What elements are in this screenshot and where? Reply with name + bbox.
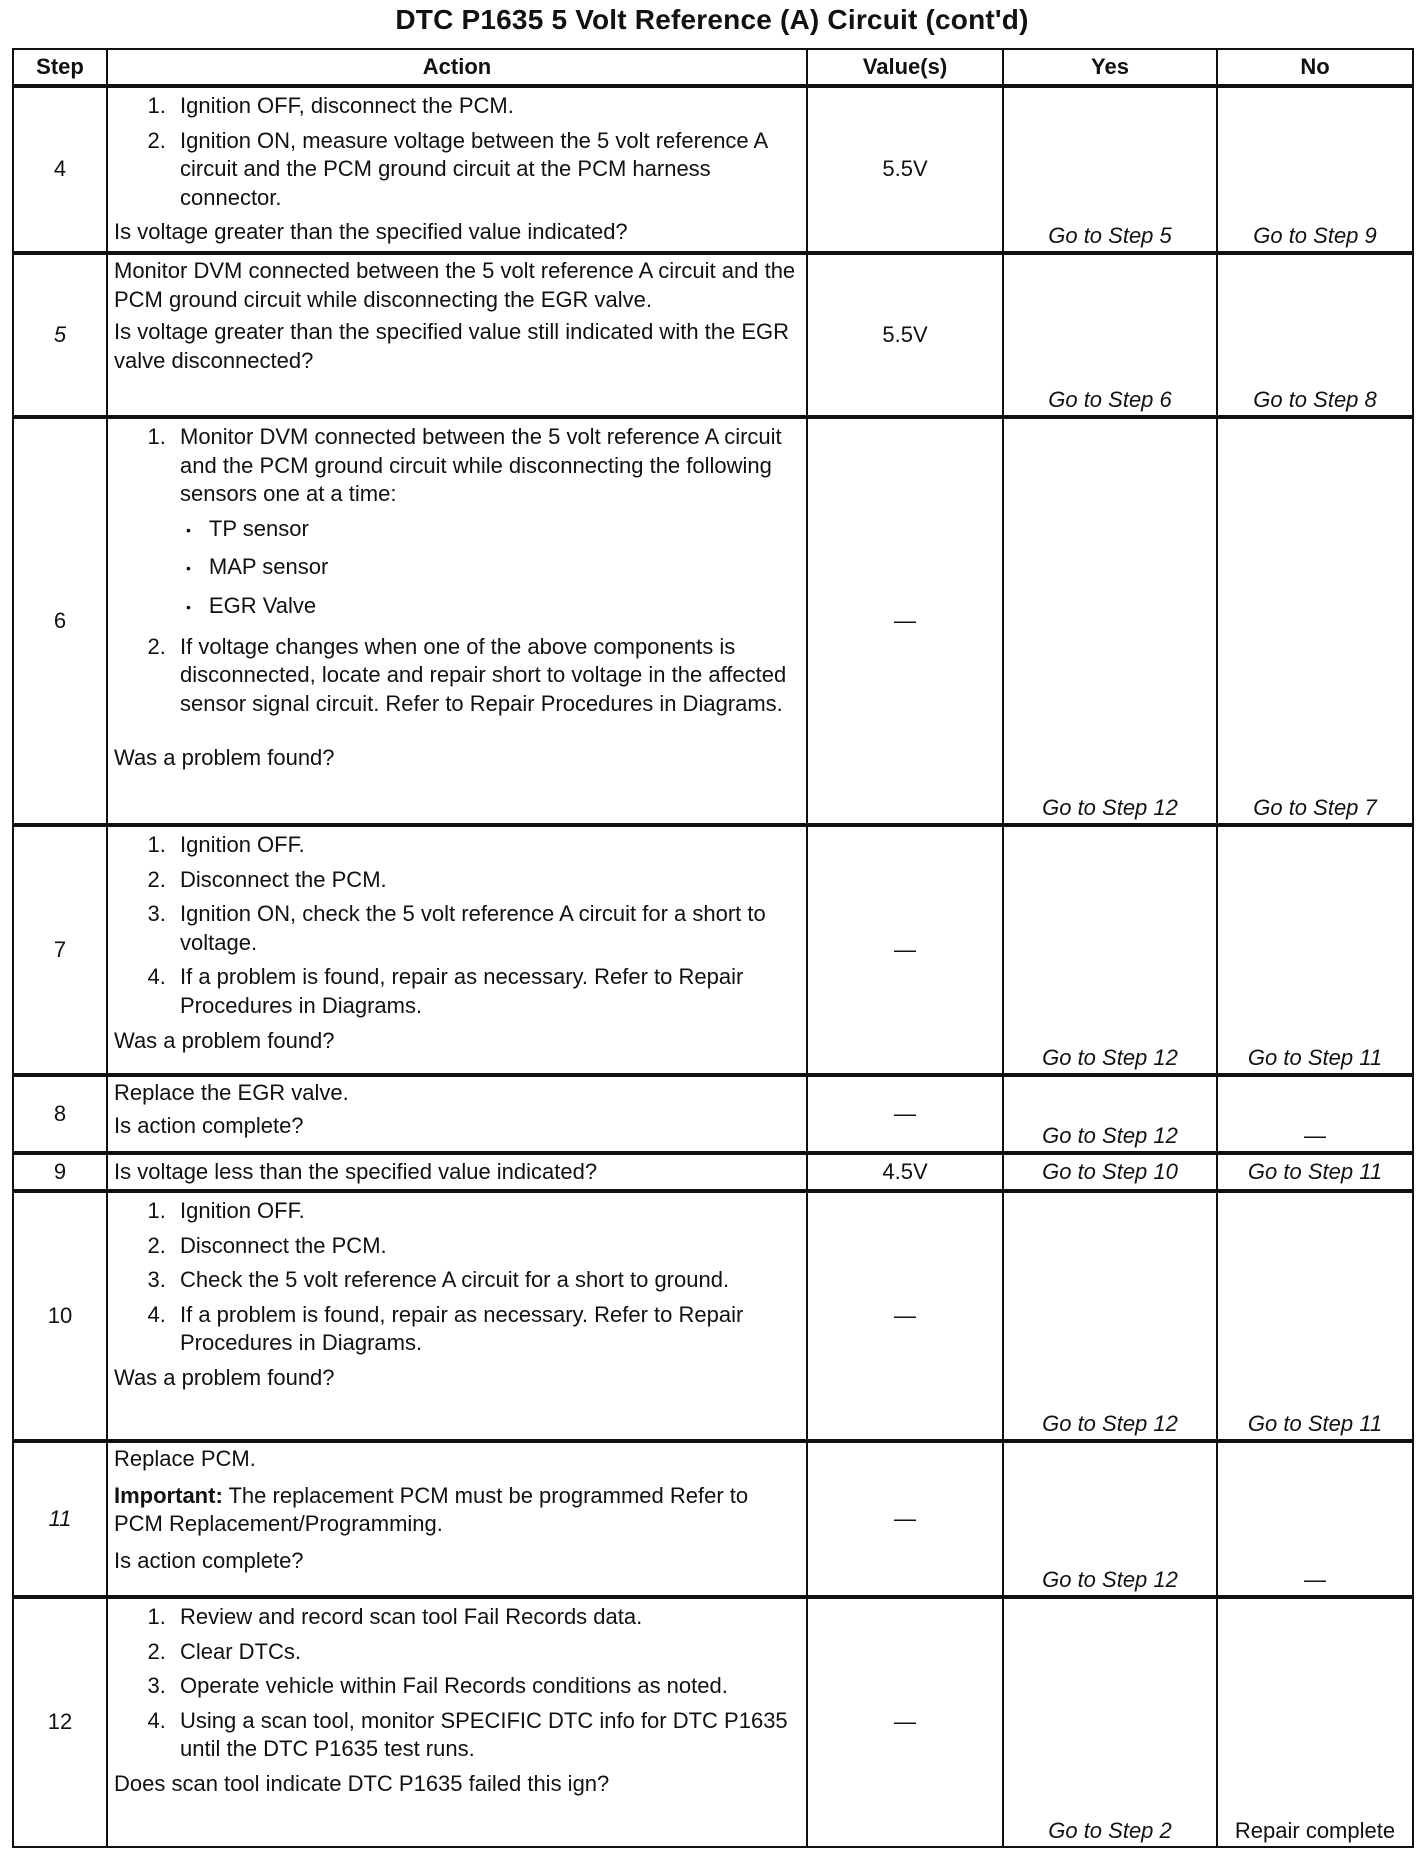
question: Is voltage greater than the specified value indicated? [114, 219, 628, 245]
action-cell [107, 1191, 807, 1441]
action-text: Monitor DVM connected between the 5 volt reference A circuit and the PCM ground circuit while disconnecting the EGR valve. [114, 258, 796, 312]
page-title: DTC P1635 5 Volt Reference (A) Circuit (cont'd) [395, 4, 1029, 35]
value-cell: — [807, 1441, 1003, 1597]
action-step: 3. Operate vehicle within Fail Records conditions as noted. [172, 1670, 800, 1705]
question: Does scan tool indicate DTC P1635 failed this ign? [114, 1770, 610, 1796]
action-step: 2. Disconnect the PCM. [172, 1230, 800, 1265]
action-step: 2. Clear DTCs. [172, 1636, 800, 1671]
no-cell: Go to Step 9 [1217, 86, 1413, 253]
action-cell [107, 1597, 807, 1847]
step-number: 6 [13, 417, 107, 825]
step-number: 9 [13, 1153, 107, 1191]
value-cell: 5.5V [807, 86, 1003, 253]
header-step: Step [13, 49, 107, 86]
action-steps [108, 88, 806, 216]
table-row [13, 86, 1413, 253]
value-cell: 5.5V [807, 253, 1003, 417]
table-row [13, 825, 1413, 1075]
action-cell [107, 417, 807, 825]
action-step: 1. Ignition OFF. [172, 1195, 800, 1230]
value-cell: — [807, 417, 1003, 825]
step-number: 7 [13, 825, 107, 1075]
table-row [13, 1597, 1413, 1847]
yes-cell: Go to Step 10 [1003, 1153, 1217, 1191]
table-row [13, 1441, 1413, 1597]
action-step: 4. Using a scan tool, monitor SPECIFIC DTC info for DTC P1635 until the DTC P1635 test runs. [172, 1705, 800, 1768]
action-step: 4. If a problem is found, repair as necessary. Refer to Repair Procedures in Diagrams. [172, 961, 800, 1024]
action-steps [108, 1193, 806, 1362]
value-cell: 4.5V [807, 1153, 1003, 1191]
table-row [13, 1153, 1413, 1191]
question: Was a problem found? [114, 1364, 335, 1390]
table-row [13, 1075, 1413, 1153]
header-action: Action [107, 49, 807, 86]
table-row [13, 417, 1413, 825]
question: Was a problem found? [114, 1027, 335, 1053]
yes-cell: Go to Step 12 [1003, 1191, 1217, 1441]
no-cell: Go to Step 11 [1217, 1191, 1413, 1441]
diagnostic-table [12, 48, 1414, 1848]
action-steps [108, 827, 806, 1025]
step-number: 5 [13, 253, 107, 417]
value-cell: — [807, 1597, 1003, 1847]
no-cell: — [1217, 1441, 1413, 1597]
action-cell [107, 86, 807, 253]
yes-cell: Go to Step 5 [1003, 86, 1217, 253]
step-number: 8 [13, 1075, 107, 1153]
action-step: 1. Ignition OFF. [172, 829, 800, 864]
action-cell [107, 825, 807, 1075]
no-cell: Go to Step 7 [1217, 417, 1413, 825]
sensor-item: • TP sensor [186, 511, 800, 550]
action-text: Replace PCM. [114, 1446, 256, 1471]
question: Was a problem found? [114, 745, 335, 771]
step-number: 11 [13, 1441, 107, 1597]
header-no: No [1217, 49, 1413, 86]
action-step: 4. If a problem is found, repair as necessary. Refer to Repair Procedures in Diagrams. [172, 1299, 800, 1362]
action-step: 2. If voltage changes when one of the above components is disconnected, locate and repair short to voltage in the affected sensor signal circuit. Refer to Repair Procedures in Diagrams. [172, 631, 800, 723]
important-text: The replacement PCM must be programmed Refer to PCM Replacement/Programming. [114, 1482, 749, 1537]
important-label: Important: [114, 1482, 223, 1508]
yes-cell: Go to Step 12 [1003, 1441, 1217, 1597]
action-text: Replace the EGR valve. [114, 1080, 349, 1105]
question: Is voltage less than the specified value indicated? [114, 1158, 598, 1184]
question: Is action complete? [114, 1547, 304, 1573]
question: Is action complete? [114, 1112, 304, 1138]
action-cell [107, 1441, 807, 1597]
action-steps [108, 1599, 806, 1768]
sensor-item: • MAP sensor [186, 549, 800, 588]
sensor-item: • EGR Valve [186, 588, 800, 627]
action-step-text: Monitor DVM connected between the 5 volt reference A circuit and the PCM ground circuit while disconnecting the following sensors one at a time: [180, 424, 782, 507]
yes-cell: Go to Step 6 [1003, 253, 1217, 417]
header-yes: Yes [1003, 49, 1217, 86]
header-values: Value(s) [807, 49, 1003, 86]
table-row [13, 253, 1413, 417]
yes-cell: Go to Step 2 [1003, 1597, 1217, 1847]
step-number: 10 [13, 1191, 107, 1441]
no-cell: — [1217, 1075, 1413, 1153]
yes-cell: Go to Step 12 [1003, 1075, 1217, 1153]
action-step: 3. Check the 5 volt reference A circuit for a short to ground. [172, 1264, 800, 1299]
no-cell: Go to Step 11 [1217, 825, 1413, 1075]
value-cell: — [807, 825, 1003, 1075]
no-cell: Go to Step 11 [1217, 1153, 1413, 1191]
action-step: 2. Disconnect the PCM. [172, 864, 800, 899]
sensor-list [180, 511, 800, 627]
action-step: 1. Review and record scan tool Fail Records data. [172, 1601, 800, 1636]
action-step: 1. Ignition OFF, disconnect the PCM. [172, 90, 800, 125]
action-cell [107, 1153, 807, 1191]
action-step: 3. Ignition ON, check the 5 volt reference A circuit for a short to voltage. [172, 898, 800, 961]
yes-cell: Go to Step 12 [1003, 825, 1217, 1075]
action-step: 2. Ignition ON, measure voltage between the 5 volt reference A circuit and the PCM ground circuit at the PCM harness connector. [172, 125, 800, 217]
step-number: 12 [13, 1597, 107, 1847]
no-cell: Repair complete [1217, 1597, 1413, 1847]
step-number: 4 [13, 86, 107, 253]
action-steps [108, 419, 806, 722]
yes-cell: Go to Step 12 [1003, 417, 1217, 825]
action-cell [107, 1075, 807, 1153]
question: Is voltage greater than the specified value still indicated with the EGR valve disconnected? [114, 319, 790, 373]
action-step [172, 421, 800, 631]
table-header-row [13, 49, 1413, 86]
value-cell: — [807, 1191, 1003, 1441]
value-cell: — [807, 1075, 1003, 1153]
table-row [13, 1191, 1413, 1441]
important-note [108, 1476, 806, 1541]
action-cell [107, 253, 807, 417]
no-cell: Go to Step 8 [1217, 253, 1413, 417]
